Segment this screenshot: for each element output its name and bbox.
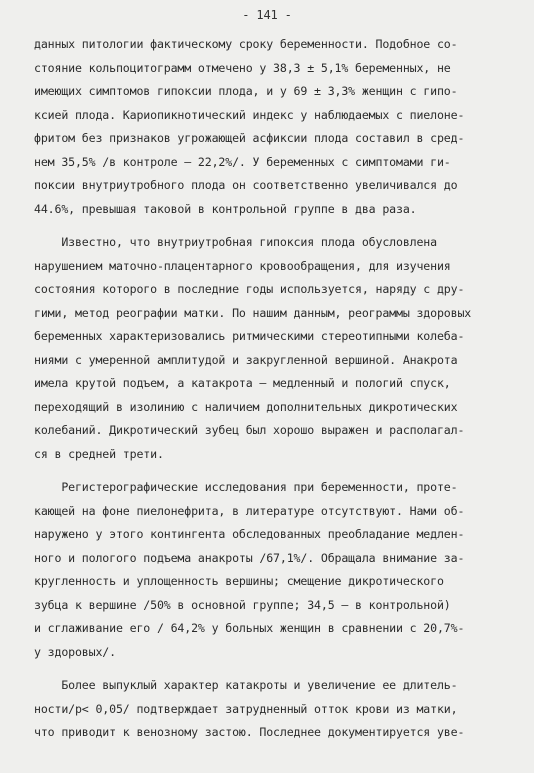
paragraph [34, 33, 504, 221]
text-line: нем 35,5% /в контроле – 22,2%/. У беременных с симптомами ги- [34, 154, 451, 169]
paragraph [34, 674, 504, 745]
paragraph-gap [34, 466, 504, 476]
text-line: поксии внутриутробного плода он соответственно увеличивался до [34, 178, 458, 192]
text-line: беременных характеризовались ритмическими стереотипными колеба- [34, 329, 465, 343]
text-line: и сглаживание его / 64,2% у больных женщин в сравнении с 20,7%- [34, 621, 465, 635]
text-line: ности/р< 0,05/ подтверждает затрудненный отток крови из матки, [34, 701, 458, 716]
text-line: Более выпуклый характер катакроты и увеличение ее длитель- [34, 678, 458, 692]
text-line: колебаний. Дикротический зубец был хорошо выражен и располагал- [34, 423, 465, 437]
text-line: переходящий в изолинию с наличием дополнительных дикротических [34, 399, 458, 414]
text-line: зубца к вершине /50% в основной группе; 34,5 – в контрольной) [34, 597, 451, 612]
text-line: ксией плода. Кариопикнотический индекс у наблюдаемых с пиелоне- [34, 107, 465, 122]
text-line: фритом без признаков угрожающей асфиксии плода составил в сред- [34, 131, 465, 145]
paragraph-gap [34, 664, 504, 674]
text-line: ниями с умеренной амплитудой и закругленной вершиной. Анакрота [34, 352, 458, 367]
paragraph [34, 231, 504, 466]
paragraph-gap [34, 221, 504, 231]
text-line: данных питологии фактическому сроку беременности. Подобное со- [34, 37, 458, 51]
text-line: имеющих симптомов гипоксии плода, и у 69 ± 3,3% женщин с гипо- [34, 84, 458, 98]
text-line: ся в средней трети. [34, 446, 164, 461]
text-line: стояние кольпоцитограмм отмечено у 38,3 ± 5,1% беременных, не [34, 60, 451, 75]
text-line: Регистерографические исследования при беременности, проте- [34, 480, 458, 494]
text-line: 44.6%, превышая таковой в контрольной группе в два раза. [34, 201, 417, 216]
text-line: кругленность и уплощенность вершины; смещение дикротического [34, 574, 444, 588]
text-line: нарушением маточно-плацентарного кровообращения, для изучения [34, 258, 451, 273]
paragraph [34, 476, 504, 664]
text-line: кающей на фоне пиелонефрита, в литературе отсутствуют. Нами об- [34, 503, 465, 518]
body-text [34, 33, 504, 745]
text-line: ного и пологого подъема анакроты /67,1%/. Обращала внимание за- [34, 550, 465, 565]
text-line: что приводит к венозному застою. Последнее документируется уве- [34, 725, 465, 739]
page-number: - 141 - [242, 8, 292, 22]
text-line: Известно, что внутриутробная гипоксия плода обусловлена [34, 235, 437, 249]
text-line: состояния которого в последние годы используется, наряду с дру- [34, 282, 465, 296]
text-line: имела крутой подъем, а катакрота – медленный и пологий спуск, [34, 376, 451, 390]
text-line: наружено у этого контингента обследованных преобладание медлен- [34, 527, 465, 541]
text-line: у здоровых/. [34, 644, 116, 659]
text-line: гими, метод реографии матки. По нашим данным, реограммы здоровых [34, 305, 472, 320]
